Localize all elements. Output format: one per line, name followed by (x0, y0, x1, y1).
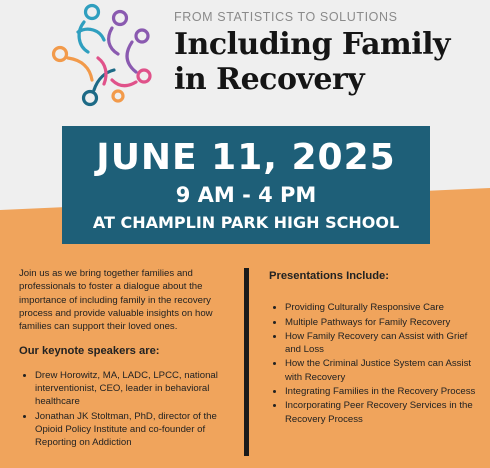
list-item: • Incorporating Peer Recovery Services in the Recovery Process (285, 399, 479, 426)
event-date: JUNE 11, 2025 (96, 137, 396, 178)
event-kicker: FROM STATISTICS TO SOLUTIONS (174, 10, 398, 24)
presentations-heading: Presentations Include: (269, 270, 389, 282)
list-item: • How Family Recovery can Assist with Grief and Loss (285, 330, 479, 357)
right-column (269, 270, 479, 427)
speaker-list (19, 369, 227, 450)
title-line-2: in Recovery (174, 62, 365, 97)
list-item: • How the Criminal Justice System can Assist with Recovery (285, 357, 479, 384)
event-venue: AT CHAMPLIN PARK HIGH SCHOOL (92, 213, 400, 232)
list-item: • Providing Culturally Responsive Care (285, 301, 479, 314)
list-item: • Multiple Pathways for Family Recovery (285, 316, 479, 329)
keynote-heading: Our keynote speakers are: (19, 345, 160, 358)
list-item: • Drew Horowitz, MA, LADC, LPCC, national interventionist, CEO, leader in behavioral healthcare (35, 369, 227, 409)
presentation-list (269, 301, 479, 426)
intro-text: Join us as we bring together families and professionals to foster a dialogue about the importance of including family in the recovery process and provide valuable insights on how families can support their loved ones. (19, 268, 213, 333)
list-item: • Integrating Families in the Recovery Process (285, 385, 479, 398)
family-circle-logo-icon (48, 2, 160, 110)
event-time: 9 AM - 4 PM (175, 183, 317, 207)
left-column (19, 267, 227, 451)
column-divider (244, 268, 249, 456)
list-item: • Jonathan JK Stoltman, PhD, director of the Opioid Policy Institute and co-founder of Reporting on Addiction (35, 410, 227, 450)
title-line-1: Including Family (174, 27, 450, 62)
date-banner (62, 126, 430, 244)
event-title (174, 27, 450, 97)
